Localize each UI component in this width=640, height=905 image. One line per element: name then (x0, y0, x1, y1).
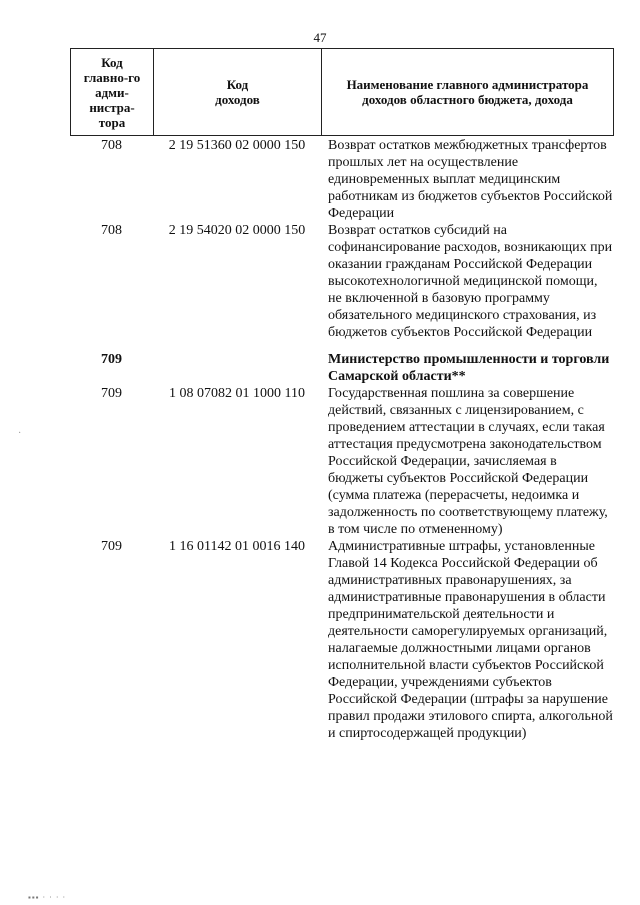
name-cell: Административные штрафы, установленные Главой 14 Кодекса Российской Федерации об административных правонарушениях, за административные правонарушения в области предпринимательской деятельности и деятельности саморегулируемых организаций, налагаемые должностными лицами органов исполнительной власти субъектов Российской Федерации, учреждениями субъектов Российской Федерации (штрафы за нарушение правил продажи этилового спирта, алкогольной и спиртосодержащей продукции) (328, 539, 613, 741)
table-row (70, 538, 614, 742)
revenue-code-cell: 2 19 54020 02 0000 150 (168, 223, 306, 238)
header-name: Наименование главного администратора доходов областного бюджета, дохода (346, 77, 589, 107)
name-cell: Министерство промышленности и торговли Самарской области** (328, 352, 610, 384)
admin-code-cell: 708 (101, 138, 122, 153)
admin-code-cell: 709 (101, 539, 122, 554)
table-row-section (70, 351, 614, 385)
revenue-code-cell (153, 351, 321, 385)
name-cell: Возврат остатков межбюджетных трансфертов прошлых лет на осуществление единовременных выплат медицинским работникам из бюджетов субъектов Российской Федерации (328, 138, 613, 221)
name-cell: Государственная пошлина за совершение действий, связанных с лицензированием, с проведением аттестации в случаях, если такая аттестация предусмотрена законодательством Российской Федерации, зачисляемая в бюджеты субъектов Российской Федерации (сумма платежа (перерасчеты, недоимка и задолженность по соответствующему платежу, в том числе по отмененному) (328, 386, 608, 537)
margin-mark: · (18, 428, 22, 439)
table-row (70, 385, 614, 538)
admin-code-cell: 708 (101, 223, 122, 238)
table-row (70, 222, 614, 341)
header-admin-code-label: Код главно-го адми-нистра-тора (83, 54, 141, 130)
header-revenue-code-label: Код доходов (215, 77, 260, 107)
admin-code-cell: 709 (101, 386, 122, 401)
header-revenue-code (154, 49, 322, 135)
revenue-code-cell: 1 08 07082 01 1000 110 (169, 386, 305, 401)
table-row (70, 137, 614, 222)
footer-scan-marks: ▪▪▪ · · · · (28, 893, 67, 902)
revenue-code-cell: 2 19 51360 02 0000 150 (168, 138, 306, 153)
table-header (70, 48, 614, 136)
header-admin-code (71, 49, 154, 135)
page-number: 47 (313, 30, 327, 45)
admin-code-cell: 709 (101, 352, 122, 367)
revenue-code-cell: 1 16 01142 01 0016 140 (169, 539, 305, 554)
table-body (70, 137, 614, 742)
name-cell: Возврат остатков субсидий на софинансирование расходов, возникающих при оказании гражданам Российской Федерации высокотехнологичной медицинской помощи, не включенной в базовую программу обязательного медицинского страхования, из бюджетов субъектов Российской Федерации (328, 223, 613, 340)
